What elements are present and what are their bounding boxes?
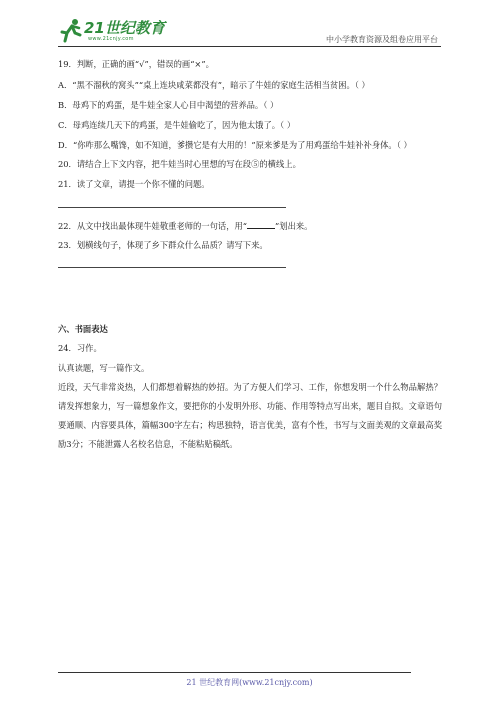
runner-logo-icon	[58, 18, 84, 44]
logo-url: www.21cnjy.com	[88, 36, 134, 42]
q19-option-c: C．母鸡连续几天下的鸡蛋，是牛娃偷吃了，因为他太饿了。（ ）	[58, 120, 296, 130]
q21-text: 21．读了文章，请提一个你不懂的问题。	[58, 179, 210, 189]
q24-body: 近段，天气非常炎热，人们都想着解热的妙招。为了方便人们学习、工作，你想发明一个什么物品解热？请发挥想象力，写一篇想象作文，要把你的小发明外形、功能、作用等特点写出来，题目自拟。文章语句要通顺、内容要具体，篇幅300字左右；构思独特，语言优美，富有个性，书写与文面美观的文章最高奖励3分；不能泄露人名校名信息，不能粘贴稿纸。	[58, 382, 442, 449]
q19-stem: 19．判断，正确的画“√”，错误的画“×”。	[58, 59, 214, 69]
footer-text: 21 世纪教育网(www.21cnjy.com)	[186, 678, 313, 687]
logo-text: 21世纪教育	[84, 19, 165, 37]
q22-text-before: 22．从文中找出最体现牛娃敬重老师的一句话，用“	[58, 221, 248, 231]
q20-text: 20．请结合上下文内容，把牛娃当时心里想的写在段⑤的横线上。	[58, 159, 301, 169]
header-platform-name: 中小学教育资源及组卷应用平台	[326, 35, 438, 44]
q24-instruction: 认真读题，写一篇作文。	[58, 363, 150, 373]
header-divider	[58, 46, 441, 47]
q23-answer-line	[58, 267, 286, 268]
q22-text	[58, 221, 312, 232]
site-logo	[58, 16, 165, 46]
q21-answer-line	[58, 207, 286, 208]
section-heading: 六、书面表达	[58, 324, 108, 334]
q19-option-b: B．母鸡下的鸡蛋，是牛娃全家人心目中渴望的营养品。（ ）	[58, 100, 279, 110]
q23-text: 23．划横线句子，体现了乡下群众什么品质？请写下来。	[58, 240, 268, 250]
q22-text-after: ”划出来。	[275, 221, 313, 231]
q24-number: 24．习作。	[58, 343, 102, 353]
q22-blank	[247, 221, 275, 229]
q19-option-d: D．“你咋那么嘴馋，如不知道，爹攒它是有大用的！”原来爹是为了用鸡蛋给牛娃补补身体。（ ）	[58, 140, 412, 150]
q19-option-a: A．“黑不溜秋的窝头”“桌上连块咸菜都没有”，暗示了牛娃的家庭生活相当贫困。（ ）	[58, 80, 370, 90]
footer-divider	[58, 672, 411, 673]
